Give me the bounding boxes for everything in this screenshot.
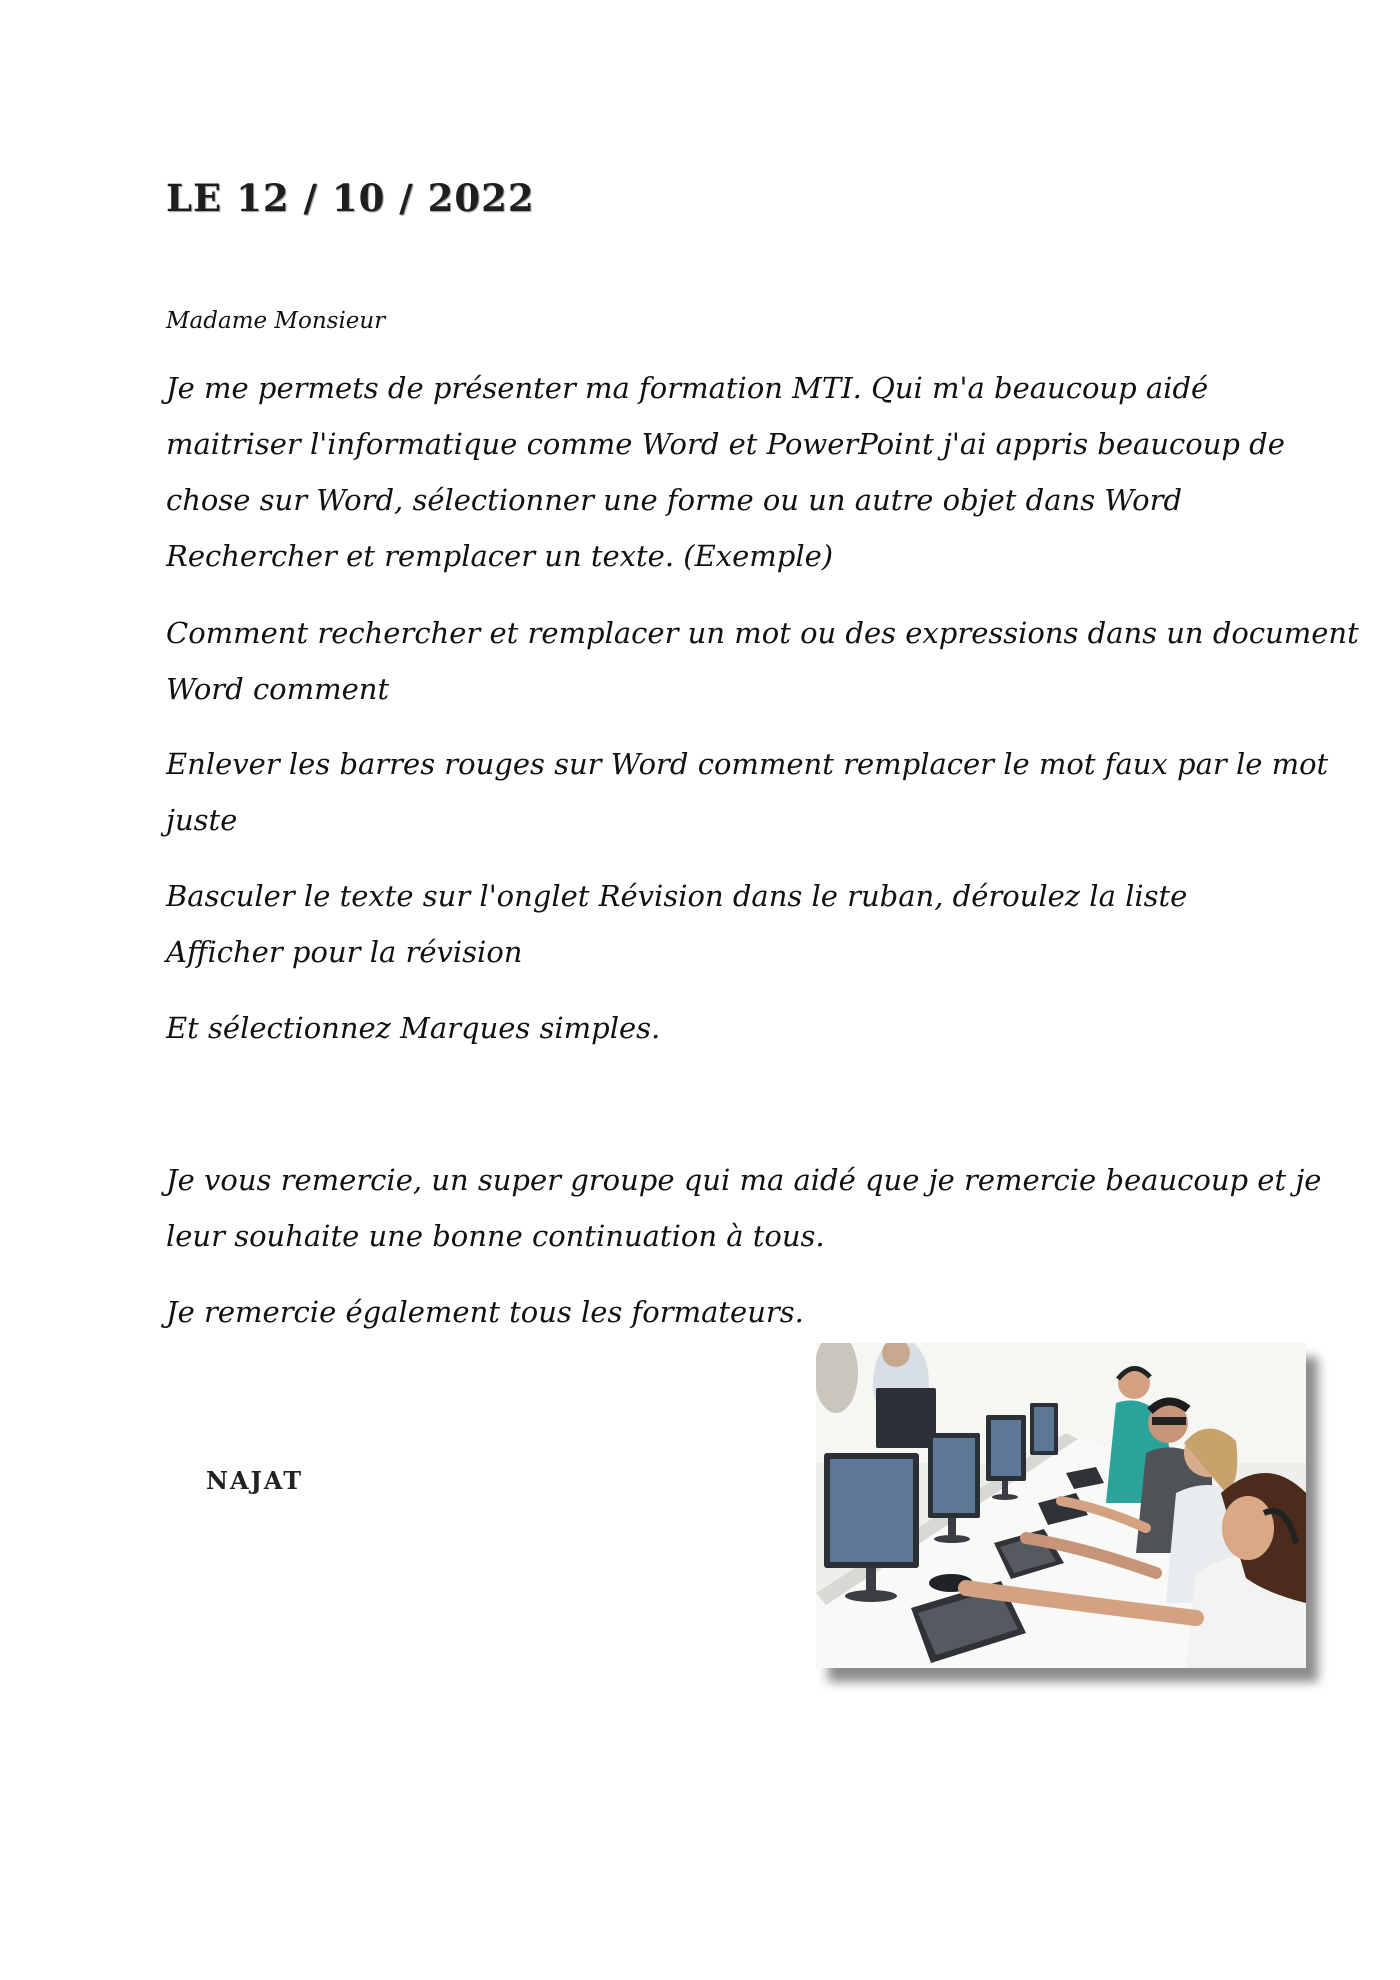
text-line: Je remercie également tous les formateurs.	[166, 1295, 804, 1329]
text-line: Rechercher et remplacer un texte. (Exemple)	[166, 539, 834, 573]
paragraph-search-replace	[166, 605, 1359, 717]
text-line: Basculer le texte sur l'onglet Révision dans le ruban, déroulez la liste	[166, 879, 1188, 913]
text-line: Afficher pour la révision	[166, 935, 523, 969]
paragraph-revision-tab	[166, 868, 1246, 980]
text-line: Word comment	[166, 672, 390, 706]
paragraph-thanks-group	[166, 1152, 1322, 1264]
text-line: chose sur Word, sélectionner une forme ou un autre objet dans Word	[166, 483, 1183, 517]
text-line: Comment rechercher et remplacer un mot ou des expressions dans un document	[166, 616, 1359, 650]
letter-date: LE 12 / 10 / 2022	[166, 176, 535, 220]
signature: NAJAT	[206, 1466, 304, 1495]
paragraph-intro	[166, 360, 1285, 584]
text-line: leur souhaite une bonne continuation à tous.	[166, 1219, 825, 1253]
salutation: Madame Monsieur	[166, 308, 386, 334]
text-line: juste	[166, 803, 238, 837]
text-line: Je me permets de présenter ma formation MTI. Qui m'a beaucoup aidé	[166, 371, 1209, 405]
paragraph-red-lines	[166, 736, 1329, 848]
classroom-illustration	[816, 1343, 1306, 1668]
paragraph-thanks-trainers	[166, 1284, 1246, 1340]
text-line: Enlever les barres rouges sur Word comment remplacer le mot faux par le mot	[166, 747, 1329, 781]
text-line: Je vous remercie, un super groupe qui ma aidé que je remercie beaucoup et je	[166, 1163, 1322, 1197]
classroom-photo	[816, 1343, 1306, 1668]
paragraph-simple-markup	[166, 1000, 1246, 1056]
text-line: maitriser l'informatique comme Word et PowerPoint j'ai appris beaucoup de	[166, 427, 1285, 461]
text-line: Et sélectionnez Marques simples.	[166, 1011, 661, 1045]
